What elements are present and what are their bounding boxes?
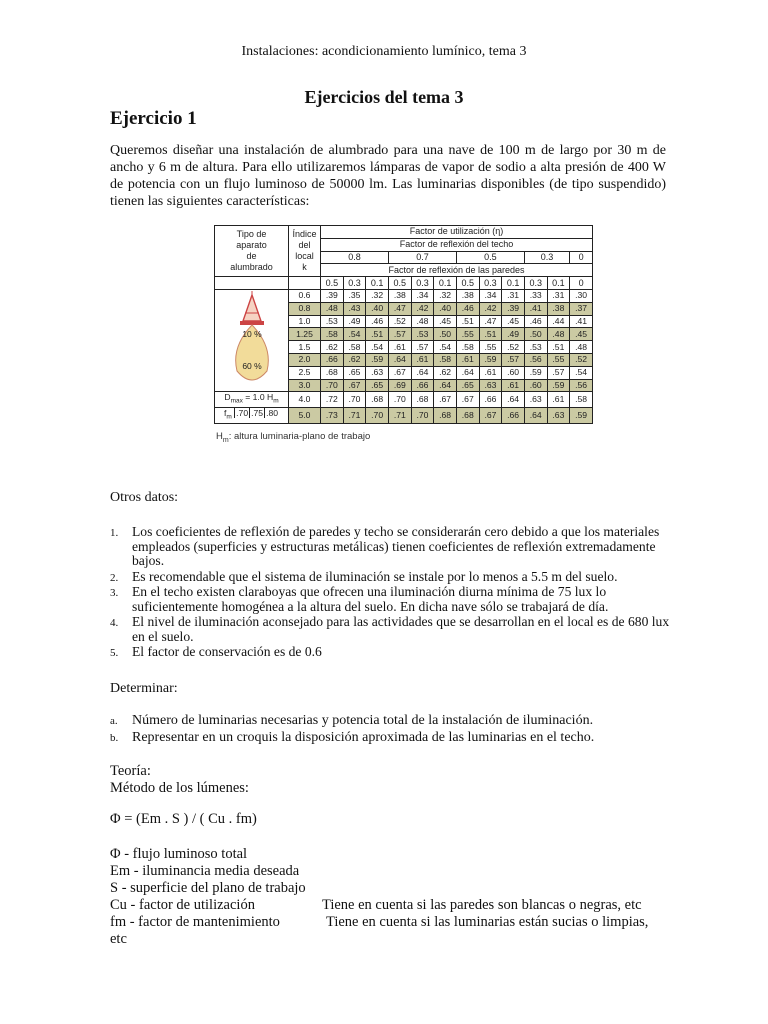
utilization-value: .64	[524, 408, 547, 424]
utilization-table-wrap	[214, 225, 593, 424]
utilization-value: .44	[547, 315, 570, 328]
definition-row	[110, 863, 710, 880]
utilization-value: .59	[366, 353, 389, 366]
list-item	[110, 645, 670, 660]
index-k-value: 1.0	[289, 315, 321, 328]
utilization-value: .62	[321, 341, 344, 354]
definition-row	[110, 846, 710, 863]
utilization-value: .48	[547, 328, 570, 341]
index-k-value: 3.0	[289, 379, 321, 392]
utilization-value: .64	[434, 379, 457, 392]
utilization-value: .41	[524, 302, 547, 315]
utilization-value: .38	[547, 302, 570, 315]
utilization-value: .63	[524, 392, 547, 408]
utilization-value: .46	[366, 315, 389, 328]
utilization-value: .65	[366, 379, 389, 392]
utilization-value: .59	[547, 379, 570, 392]
index-k-value: 0.8	[289, 302, 321, 315]
utilization-value: .35	[343, 289, 366, 302]
index-k-value: 1.5	[289, 341, 321, 354]
page-header: Instalaciones: acondicionamiento lumínico, tema 3	[241, 44, 527, 59]
utilization-value: .39	[321, 289, 344, 302]
index-k-value: 4.0	[289, 392, 321, 408]
utilization-value: .41	[570, 315, 593, 328]
utilization-value: .68	[321, 366, 344, 379]
list-text: En el techo existen claraboyas que ofrecen una iluminación diurna mínima de 75 lux lo suficientemente homogénea a la altura del suelo. En dicha nave sólo se trabajará de día.	[132, 584, 609, 614]
definition-row	[110, 931, 710, 948]
utilization-value: .67	[456, 392, 479, 408]
utilization-value: .34	[411, 289, 434, 302]
page-title: Ejercicios del tema 3	[304, 87, 464, 107]
utilization-value: .67	[388, 366, 411, 379]
utilization-value: .71	[343, 408, 366, 424]
dmax-cell: $D_{max} = 1.0$ $H_m$	[215, 392, 289, 408]
techo-value: 0	[570, 251, 593, 264]
utilization-value: .50	[434, 328, 457, 341]
header-factor-paredes: Factor de reflexión de las paredes	[321, 264, 593, 277]
utilization-value: .70	[411, 408, 434, 424]
utilization-value: .65	[456, 379, 479, 392]
utilization-value: .43	[343, 302, 366, 315]
paredes-value: 0.3	[479, 277, 502, 290]
definition-row	[110, 880, 710, 897]
list-item	[110, 729, 670, 746]
utilization-value: .33	[524, 289, 547, 302]
fm-cell: $f_m$ .70 .75 .80	[215, 408, 289, 424]
utilization-value: .70	[366, 408, 389, 424]
list-item	[110, 712, 670, 729]
utilization-value: .34	[479, 289, 502, 302]
paredes-value: 0.1	[366, 277, 389, 290]
utilization-value: .32	[434, 289, 457, 302]
utilization-value: .61	[456, 353, 479, 366]
definition-term: Φ - flujo luminoso total	[110, 846, 248, 862]
table-row	[215, 289, 593, 302]
techo-value: 0.5	[456, 251, 524, 264]
utilization-value: .70	[343, 392, 366, 408]
utilization-value: .57	[502, 353, 525, 366]
list-item	[110, 615, 670, 644]
list-text: Representar en un croquis la disposición aproximada de las luminarias en el techo.	[132, 730, 595, 745]
utilization-value: .49	[502, 328, 525, 341]
utilization-value: .58	[434, 353, 457, 366]
col-header-tipo: Tipo de aparato de alumbrado	[215, 226, 289, 277]
lamp-diagram-cell	[215, 289, 289, 391]
paredes-value: 0.1	[547, 277, 570, 290]
utilization-value: .66	[321, 353, 344, 366]
utilization-value: .68	[411, 392, 434, 408]
utilization-value: .39	[502, 302, 525, 315]
utilization-value: .51	[456, 315, 479, 328]
utilization-value: .70	[321, 379, 344, 392]
utilization-value: .53	[524, 341, 547, 354]
utilization-value: .52	[502, 341, 525, 354]
utilization-value: .49	[343, 315, 366, 328]
theory-subtitle: Método de los lúmenes:	[110, 780, 249, 796]
utilization-value: .67	[343, 379, 366, 392]
utilization-value: .73	[321, 408, 344, 424]
table-row	[215, 392, 593, 408]
utilization-value: .71	[388, 408, 411, 424]
utilization-value: .54	[366, 341, 389, 354]
paredes-value: 0	[570, 277, 593, 290]
utilization-value: .58	[343, 341, 366, 354]
utilization-value: .64	[502, 392, 525, 408]
utilization-value: .31	[547, 289, 570, 302]
utilization-value: .61	[411, 353, 434, 366]
utilization-value: .61	[388, 341, 411, 354]
utilization-value: .66	[479, 392, 502, 408]
utilization-table	[214, 225, 593, 424]
utilization-value: .55	[456, 328, 479, 341]
lamp-down-label: 60 %	[241, 360, 262, 371]
definition-note: Tiene en cuenta si las paredes son blancas o negras, etc	[322, 897, 642, 913]
theory-block	[110, 763, 249, 797]
utilization-value: .57	[411, 341, 434, 354]
exercise-title: Ejercicio 1	[110, 108, 197, 129]
otros-datos-heading: Otros datos:	[110, 490, 179, 505]
utilization-value: .68	[456, 408, 479, 424]
paredes-value: 0.3	[343, 277, 366, 290]
paredes-value: 0.5	[321, 277, 344, 290]
utilization-value: .61	[502, 379, 525, 392]
techo-value: 0.8	[321, 251, 389, 264]
index-k-value: 0.6	[289, 289, 321, 302]
utilization-value: .58	[456, 341, 479, 354]
header-factor-utilizacion: Factor de utilización (η)	[321, 226, 593, 239]
utilization-value: .37	[570, 302, 593, 315]
utilization-value: .63	[366, 366, 389, 379]
utilization-value: .31	[502, 289, 525, 302]
utilization-value: .47	[479, 315, 502, 328]
utilization-value: .68	[434, 408, 457, 424]
utilization-value: .45	[502, 315, 525, 328]
utilization-value: .51	[479, 328, 502, 341]
definition-term: etc	[110, 931, 127, 947]
paredes-value: 0.3	[524, 277, 547, 290]
definition-term: Em - iluminancia media deseada	[110, 863, 300, 879]
otros-datos-list	[110, 525, 670, 661]
utilization-value: .59	[570, 408, 593, 424]
table-row	[215, 408, 593, 424]
utilization-value: .42	[479, 302, 502, 315]
definition-term: Cu - factor de utilización	[110, 897, 255, 913]
utilization-value: .40	[434, 302, 457, 315]
utilization-value: .53	[321, 315, 344, 328]
paredes-value: 0.1	[502, 277, 525, 290]
utilization-value: .63	[479, 379, 502, 392]
list-text: Los coeficientes de reflexión de paredes y techo se considerarán cero debido a que los materiales empleados (superficies y estructuras metálicas) tienen coeficientes de reflexión extremadamente bajos.	[132, 524, 660, 568]
paredes-value: 0.5	[388, 277, 411, 290]
list-number: a.	[110, 715, 118, 727]
utilization-value: .48	[570, 341, 593, 354]
utilization-value: .55	[479, 341, 502, 354]
utilization-value: .66	[502, 408, 525, 424]
intro-paragraph: Queremos diseñar una instalación de alumbrado para una nave de 100 m de largo por 30 m de ancho y 6 m de altura. Para ello utilizaremos lámparas de vapor de sodio a alta presión de 400 W de potencia con un flujo luminoso de 50000 lm. Las luminarias disponibles (de tipo suspendido) tienen las siguientes características:	[110, 143, 666, 209]
utilization-value: .30	[570, 289, 593, 302]
list-text: Es recomendable que el sistema de iluminación se instale por lo menos a 5.5 m del suelo.	[132, 568, 618, 584]
utilization-value: .54	[570, 366, 593, 379]
list-number: 2.	[110, 571, 119, 584]
definition-term: fm - factor de mantenimiento	[110, 914, 280, 930]
list-number: b.	[110, 732, 119, 744]
utilization-value: .61	[547, 392, 570, 408]
col-header-indice: Índice del local k	[289, 226, 321, 277]
theory-title: Teoría:	[110, 763, 151, 779]
utilization-value: .69	[388, 379, 411, 392]
blank-cell	[289, 277, 321, 290]
table-note: $H_m$: altura luminaria-plano de trabajo	[216, 431, 371, 444]
utilization-value: .62	[434, 366, 457, 379]
index-k-value: 5.0	[289, 408, 321, 424]
determinar-list	[110, 712, 670, 746]
utilization-value: .32	[366, 289, 389, 302]
utilization-value: .59	[479, 353, 502, 366]
utilization-value: .59	[524, 366, 547, 379]
utilization-value: .38	[388, 289, 411, 302]
utilization-value: .45	[434, 315, 457, 328]
paredes-value: 0.5	[456, 277, 479, 290]
utilization-value: .50	[524, 328, 547, 341]
paredes-value: 0.1	[434, 277, 457, 290]
determinar-heading: Determinar:	[110, 681, 178, 696]
utilization-value: .55	[547, 353, 570, 366]
utilization-value: .72	[321, 392, 344, 408]
index-k-value: 2.0	[289, 353, 321, 366]
utilization-value: .40	[366, 302, 389, 315]
utilization-value: .58	[570, 392, 593, 408]
paredes-value: 0.3	[411, 277, 434, 290]
list-item	[110, 570, 670, 585]
utilization-value: .62	[343, 353, 366, 366]
utilization-value: .60	[502, 366, 525, 379]
utilization-value: .52	[388, 315, 411, 328]
utilization-value: .61	[479, 366, 502, 379]
utilization-value: .68	[366, 392, 389, 408]
definition-row	[110, 897, 710, 914]
list-text: Número de luminarias necesarias y potencia total de la instalación de iluminación.	[132, 713, 594, 728]
utilization-value: .63	[547, 408, 570, 424]
utilization-value: .58	[321, 328, 344, 341]
utilization-value: .67	[434, 392, 457, 408]
utilization-value: .57	[547, 366, 570, 379]
utilization-value: .54	[343, 328, 366, 341]
list-item	[110, 585, 670, 614]
definitions-list	[110, 846, 710, 948]
utilization-value: .70	[388, 392, 411, 408]
list-item	[110, 525, 670, 569]
header-factor-techo: Factor de reflexión del techo	[321, 238, 593, 251]
utilization-value: .64	[456, 366, 479, 379]
utilization-value: .57	[388, 328, 411, 341]
list-number: 5.	[110, 647, 119, 659]
utilization-value: .42	[411, 302, 434, 315]
utilization-value: .52	[570, 353, 593, 366]
list-number: 3.	[110, 587, 119, 599]
list-text: El factor de conservación es de 0.6	[132, 644, 322, 659]
utilization-value: .51	[547, 341, 570, 354]
utilization-value: .67	[479, 408, 502, 424]
list-number: 4.	[110, 617, 119, 629]
list-text: El nivel de iluminación aconsejado para las actividades que se desarrollan en el local es de 680 lux en el suelo.	[132, 614, 670, 644]
utilization-value: .48	[411, 315, 434, 328]
utilization-value: .60	[524, 379, 547, 392]
utilization-value: .65	[343, 366, 366, 379]
utilization-value: .56	[524, 353, 547, 366]
utilization-value: .38	[456, 289, 479, 302]
definition-term: S - superficie del plano de trabajo	[110, 880, 306, 896]
blank-cell	[215, 277, 289, 290]
lumen-formula: Φ = (Em . S ) / ( Cu . fm)	[110, 811, 257, 827]
utilization-value: .54	[434, 341, 457, 354]
utilization-value: .48	[321, 302, 344, 315]
lamp-up-label: 10 %	[241, 328, 262, 339]
utilization-value: .51	[366, 328, 389, 341]
utilization-value: .53	[411, 328, 434, 341]
utilization-value: .64	[411, 366, 434, 379]
utilization-value: .64	[388, 353, 411, 366]
utilization-value: .45	[570, 328, 593, 341]
definition-note: Tiene en cuenta si las luminarias están sucias o limpias,	[326, 914, 649, 930]
utilization-value: .56	[570, 379, 593, 392]
definition-row	[110, 914, 710, 931]
utilization-value: .66	[411, 379, 434, 392]
index-k-value: 2.5	[289, 366, 321, 379]
utilization-value: .46	[524, 315, 547, 328]
techo-value: 0.7	[388, 251, 456, 264]
list-number: 1.	[110, 527, 119, 539]
index-k-value: 1.25	[289, 328, 321, 341]
utilization-value: .46	[456, 302, 479, 315]
techo-value: 0.3	[524, 251, 569, 264]
luminaire-icon	[222, 291, 282, 391]
utilization-value: .47	[388, 302, 411, 315]
